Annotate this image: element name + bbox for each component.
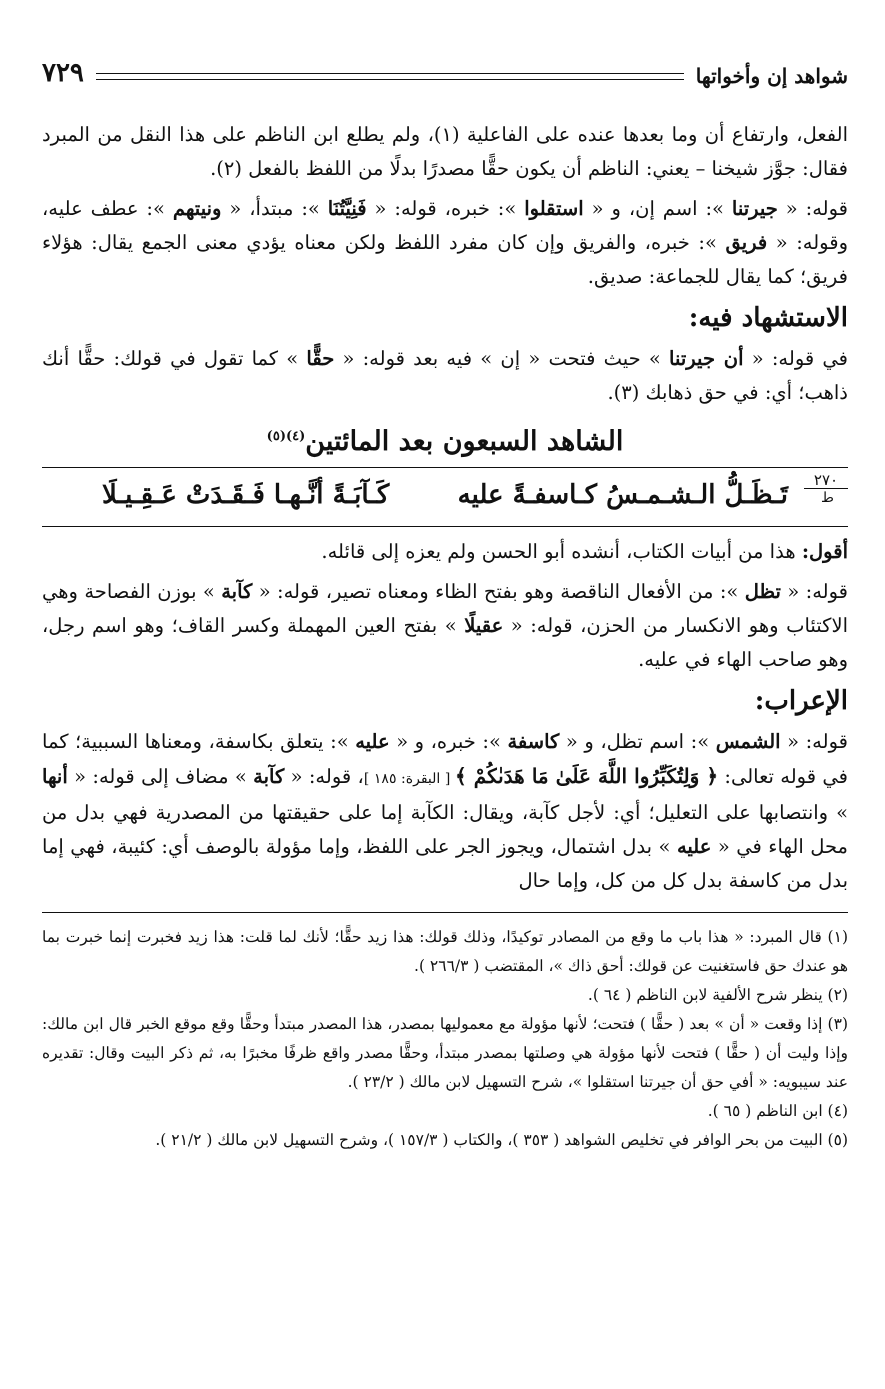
text-run: »: اسم إن، و « [583,197,732,220]
istishhad-paragraph [42,342,848,410]
commentary-paragraph-1 [42,535,848,569]
keyword: عقيلًا [464,614,504,637]
hemistich-first: تَـظَـلُّ الـشـمـسُ كـاسفـةً عليه [457,480,788,510]
book-page [42,48,848,1155]
keyword: ونيتهم [172,197,222,220]
commentary-paragraph-2 [42,575,848,677]
keyword: جيرتنا [731,197,778,220]
text-run: » بدل اشتمال، ويجوز الجر على اللفظ، وإما مؤولة بالوصف أي: كئيبة، فهي إما بدل من كاسفة بدل كل من كل، وإما حال [42,835,848,892]
intro-paragraph-2 [42,192,848,294]
footnotes [42,923,848,1155]
shahid-title-text: الشاهد السبعون بعد المائتين [305,426,624,457]
footnote-2: (٢) ينظر شرح الألفية لابن الناظم ( ٦٤ ). [587,986,848,1004]
keyword: كآبة [221,580,253,603]
footnote-rule [42,912,848,913]
text-run: » وانتصابها على التعليل؛ أي: لأجل كآبة، ويقال: الكآبة إما على حقيقتها من المصدرية فهي بدل من محل الهاء في « [42,801,848,858]
text-run: قوله: « [780,580,848,603]
running-header [42,48,848,88]
footnote-1: (١) قال المبرد: « هذا باب ما وقع من المصادر توكيدًا، وذلك قولك: هذا زيد حقًّا؛ لأنك لما قلت: هذا زيد فخبرت إنما خبرت بما هو عندك حق فاستغنيت عن قولك: أحق ذاك »، المقتضب ( ٢٦٦/٣ ). [42,928,848,975]
section-heading-istishhad: الاستشهاد فيه: [688,303,848,333]
quran-reference: [ البقرة: ١٨٥ ] [363,771,455,787]
text-run: قوله: « [780,730,848,753]
header-rule [96,73,684,80]
keyword: أقول: [801,540,848,563]
footnote-5: (٥) البيت من بحر الوافر في تخليص الشواهد ( ٣٥٣ )، والكتاب ( ١٥٧/٣ )، وشرح التسهيل لابن مالك ( ٢١/٢ ). [155,1131,848,1149]
text-run: »: من الأفعال الناقصة وهو بفتح الظاء ومعناه تصير، قوله: « [252,580,745,603]
text-run: »: خبره، قوله: « [366,197,525,220]
keyword: عليه [676,835,712,858]
text-run: ، قوله: « [284,765,364,788]
text-run: »: خبره، و « [389,730,508,753]
text-run: »: عطف عليه، وقوله: « [42,197,848,254]
text-run: هذا من أبيات الكتاب، أنشده أبو الحسن ولم يعزه إلى قائله. [321,540,802,563]
text-run: »: مبتدأ، « [221,197,328,220]
intro-paragraph-1: الفعل، وارتفاع أن وما بعدها عنده على الفاعلية (١)، ولم يطلع ابن الناظم على هذا النقل من المبرد فقال: جوَّز شيخنا – يعني: الناظم أن يكون حقًّا مصدرًا بدلًا من اللفظ بالفعل (٢). [42,123,848,180]
keyword: حقًّا [306,347,335,370]
text-run: » بفتح العين المهملة وكسر القاف؛ وهو اسم رجل، وهو صاحب الهاء في عليه. [42,614,848,671]
keyword: أن جيرتنا [669,347,744,370]
text-run: » حيث فتحت « إن » فيه بعد قوله: « [334,347,670,370]
keyword: فَنِيَّتُنَا [327,197,367,220]
keyword: كاسفة [507,730,560,753]
text-run: » كما تقول في قولك: حقًّا أنك ذاهب؛ أي: في حق ذهابك (٣). [42,347,848,404]
section-heading-irab: الإعراب: [754,686,848,716]
shahid-title [42,414,848,465]
keyword: فريق [725,231,768,254]
text-run: في قوله: « [743,347,848,370]
footnote-ref: (٤)(٥) [266,429,306,444]
running-title: شواهد إن وأخواتها [695,64,848,88]
keyword: عليه [355,730,390,753]
keyword: كآبة [253,765,285,788]
main-text [42,118,848,898]
page-number: ٧٢٩ [42,58,84,88]
quran-verse: ﴿ وَلِتُكَبِّرُوا اللَّهَ عَلَىٰ مَا هَدَىٰكُمْ ﴾ [454,764,719,788]
text-run: »: اسم تظل، و « [559,730,716,753]
keyword: أنها [42,765,68,788]
text-run: » مضاف إلى قوله: « [67,765,254,788]
text-run: » بوزن الفصاحة وهي الاكتئاب وهو الانكسار من الحزن، قوله: « [42,580,848,637]
footnote-3: (٣) إذا وقعت « أن » بعد ( حقًّا ) فتحت؛ لأنها مؤولة مع معموليها بمصدر، هذا المصدر مبتدأ وحقًّا وقع موقع الخبر قال ابن مالك: وإذا وليت أن ( حقًّا ) فتحت لأنها مؤولة هي وصلتها بمصدر مبتدأ، وحقًّا مصدر واقع ظرفًا مخبرًا به، ثم ذكر البيت وقال: تقديره عند سيبويه: « أفي حق أن جيرتنا استقلوا »، شرح التسهيل لابن مالك ( ٢٣/٢ ). [42,1015,848,1091]
verse-meter-mark: ط [821,490,834,506]
verse-box [42,467,848,527]
verse-number: ٢٧٠ [804,472,848,489]
keyword: الشمس [715,730,781,753]
keyword: استقلوا [524,197,584,220]
footnote-4: (٤) ابن الناظم ( ٦٥ ). [707,1102,848,1120]
text-run: »: خبره، والفريق وإن كان مفرد اللفظ ولكن معناه يؤدي معنى الجمع يقال: هؤلاء فريق؛ كما يقال للجماعة: صديق. [42,231,848,288]
text-run: »: يتعلق بكاسفة، ومعناها السببية؛ كما في قوله تعالى: [42,730,848,788]
irab-paragraph [42,725,848,898]
keyword: تظل [744,580,781,603]
hemistich-second: كَـآبَـةً أنَّـهـا فَـقَـدَتْ عَـقِـيـلَا [102,480,390,510]
text-run: قوله: « [777,197,848,220]
